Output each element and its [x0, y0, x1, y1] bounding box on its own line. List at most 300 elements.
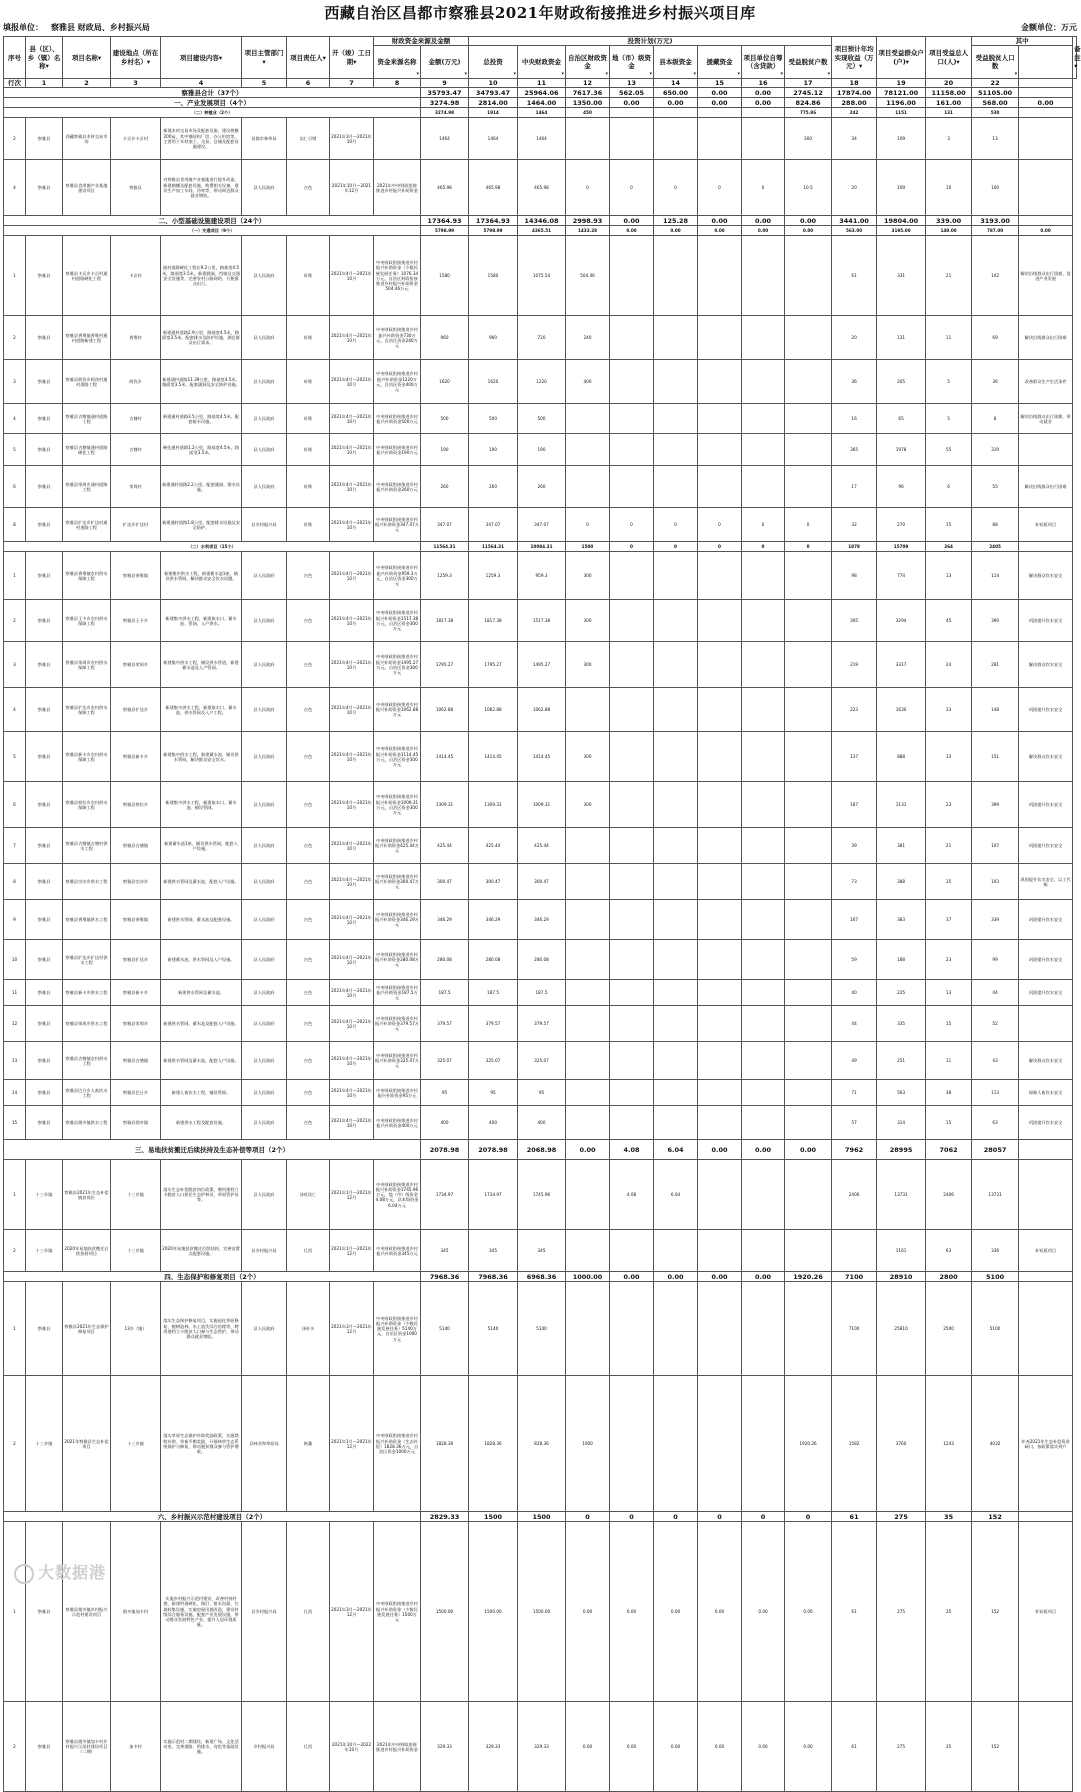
table-cell: 0: [566, 160, 610, 216]
table-cell: [654, 732, 698, 782]
table-cell: 县人民政府: [242, 980, 287, 1006]
table-cell: 190: [469, 434, 518, 466]
table-cell: 107: [972, 828, 1019, 864]
table-cell: 33: [926, 688, 972, 732]
table-cell: 270: [877, 508, 926, 542]
section-cell: 1500: [566, 542, 610, 552]
table-cell: 巩固提升饮水安全: [1019, 980, 1073, 1006]
table-cell: 345: [518, 1230, 566, 1272]
table-cell: 205: [877, 360, 926, 404]
table-cell: 280.08: [469, 940, 518, 980]
table-cell: [698, 1006, 742, 1042]
table-cell: 49: [832, 1042, 877, 1080]
section-cell: 0: [785, 542, 832, 552]
table-cell: [785, 552, 832, 600]
group-header-fund: 财政资金来源及金额: [374, 37, 469, 46]
table-cell: 500: [518, 404, 566, 434]
table-cell: 0: [610, 508, 654, 542]
col-header[interactable]: 县（区）、乡（镇）名称▾: [26, 37, 63, 79]
table-cell: 察雅县: [26, 1080, 63, 1106]
table-cell: [698, 1230, 742, 1272]
table-cell: 县人民政府: [242, 160, 287, 216]
group-header-of-which: 其中: [972, 37, 1073, 46]
table-cell: 0: [698, 160, 742, 216]
filter-dropdown-icon[interactable]: ▾: [737, 70, 740, 77]
section-cell: 3274.98: [421, 108, 469, 118]
table-cell: [610, 552, 654, 600]
table-cell: 59: [832, 940, 877, 980]
table-cell: [785, 404, 832, 434]
col-header[interactable]: 项目名称▾: [63, 37, 111, 79]
table-cell: [610, 118, 654, 160]
filter-dropdown-icon[interactable]: ▾: [353, 57, 357, 66]
section-cell: 11564.31: [421, 542, 469, 552]
table-cell: 十三乡镇: [26, 1160, 63, 1230]
col-header[interactable]: 项目主管部门▾: [242, 37, 287, 79]
table-cell: 实施乡村振兴示范村建设，改善村容村貌，新建村道硬化、路灯、排水沟渠、垃圾收集设施，实施房屋风貌改造，建设村级综合服务设施，配套产业发展设施，带动群众发展特色产业，提升人居环境质量。: [161, 1522, 242, 1702]
section-cell: [1019, 1512, 1073, 1522]
table-cell: 1062.88: [469, 688, 518, 732]
total-cell: 0.00: [698, 88, 742, 98]
table-cell: 县人民政府: [242, 466, 287, 508]
section-cell: 0.00: [742, 226, 785, 236]
table-cell: 察雅县荣周乡通村道路工程: [63, 466, 111, 508]
section-cell: 0.00: [785, 226, 832, 236]
table-cell: 61: [832, 1702, 877, 1792]
section-cell: 6968.36: [518, 1272, 566, 1282]
section-cell: 0: [742, 1512, 785, 1522]
table-cell: 巩固提升饮水安全: [1019, 1106, 1073, 1140]
table-cell: 旺堆: [287, 404, 330, 434]
table-cell: 3760: [877, 1376, 926, 1512]
table-cell: 1259.3: [469, 552, 518, 600]
col-header[interactable]: 备注▾: [1073, 37, 1077, 79]
table-cell: 300: [566, 600, 610, 642]
table-cell: 县人民政府: [242, 828, 287, 864]
table-cell: 吉色: [287, 688, 330, 732]
table-cell: [742, 864, 785, 900]
table-cell: 34: [832, 118, 877, 160]
total-cell: 34793.47: [469, 88, 518, 98]
table-cell: 379.57: [421, 1006, 469, 1042]
col-header[interactable]: 受益脱贫人口数 ▾: [972, 46, 1019, 79]
project-table: [3, 36, 1081, 1792]
table-cell: 5140: [469, 1282, 518, 1376]
section-cell: 0: [654, 1512, 698, 1522]
table-cell: [698, 466, 742, 508]
table-cell: 465.98: [469, 160, 518, 216]
table-cell: 16: [832, 404, 877, 434]
table-cell: [1019, 160, 1073, 216]
table-cell: 1: [4, 1282, 26, 1376]
category-label: 二、小型基础设施建设项目（24个）: [4, 216, 421, 226]
table-cell: [654, 552, 698, 600]
table-cell: [698, 980, 742, 1006]
table-cell: [698, 552, 742, 600]
col-header[interactable]: 受益脱贫户数 ▾: [785, 46, 832, 79]
table-cell: 260: [421, 466, 469, 508]
filter-dropdown-icon[interactable]: ▾: [146, 57, 151, 66]
table-cell: 十三乡镇: [26, 1230, 63, 1272]
table-cell: 1817.38: [469, 600, 518, 642]
table-cell: 88: [972, 508, 1019, 542]
table-cell: [654, 1230, 698, 1272]
table-cell: 4.08: [610, 1160, 654, 1230]
table-cell: 新建蓄水池1座，铺设供水管网，配套入户设施。: [161, 828, 242, 864]
filter-dropdown-icon[interactable]: ▾: [693, 70, 696, 77]
table-cell: [610, 864, 654, 900]
table-cell: 县人民政府: [242, 1160, 287, 1230]
filter-dropdown-icon[interactable]: ▾: [827, 70, 831, 77]
filter-dropdown-icon[interactable]: ▾: [416, 70, 419, 77]
table-cell: 187.5: [518, 980, 566, 1006]
table-cell: 1000: [566, 1376, 610, 1512]
table-cell: 1582: [832, 1376, 877, 1512]
table-cell: 1464: [421, 118, 469, 160]
table-cell: 2021年4月—2021年10月: [330, 316, 374, 360]
table-cell: [654, 1106, 698, 1140]
table-cell: 察雅县阿孜乡阿孜村通村道路工程: [63, 360, 111, 404]
table-cell: 1464: [518, 118, 566, 160]
table-cell: 解决沿线群众出行困难，带动就业: [1019, 404, 1073, 434]
table-cell: 3317: [877, 642, 926, 688]
filter-dropdown-icon[interactable]: ▾: [262, 57, 266, 66]
table-cell: 11: [4, 980, 26, 1006]
table-cell: 加卡村: [111, 1702, 161, 1792]
section-cell: 7968.36: [469, 1272, 518, 1282]
table-cell: [742, 600, 785, 642]
col-header[interactable]: 项目单位自筹（含贷款） ▾: [742, 46, 785, 79]
table-cell: 960: [469, 316, 518, 360]
table-cell: 乡村振兴局: [242, 1702, 287, 1792]
category-cell: 288.00: [832, 98, 877, 108]
table-cell: 县人民政府: [242, 732, 287, 782]
section-cell: 0: [698, 542, 742, 552]
filter-dropdown-icon[interactable]: ▾: [561, 70, 564, 77]
section-cell: 19804.00: [877, 216, 926, 226]
table-cell: [698, 864, 742, 900]
table-cell: [654, 782, 698, 828]
table-cell: 1630: [877, 688, 926, 732]
col-header[interactable]: 建设地点（所在乡村名）▾: [111, 37, 161, 79]
table-cell: 102: [972, 236, 1019, 316]
col-header[interactable]: 援藏资金 ▾: [698, 46, 742, 79]
table-cell: 103: [972, 864, 1019, 900]
section-cell: 1500: [469, 1512, 518, 1522]
table-cell: 察雅县: [26, 552, 63, 600]
table-row: [4, 900, 1077, 940]
table-cell: 325.07: [469, 1042, 518, 1080]
section-cell: 1878: [832, 542, 877, 552]
filter-dropdown-icon[interactable]: ▾: [513, 70, 516, 77]
filter-dropdown-icon[interactable]: ▾: [322, 53, 326, 62]
col-header[interactable]: 资金来源名称 ▾: [374, 46, 421, 79]
filter-dropdown-icon[interactable]: ▾: [218, 53, 223, 62]
filter-dropdown-icon[interactable]: ▾: [97, 53, 102, 62]
category-row: [4, 1272, 1077, 1282]
col-header[interactable]: 项目受益群众户(户)▾: [877, 37, 926, 79]
table-cell: 察雅县烟多镇: [111, 1106, 161, 1140]
index-cell: 5: [242, 79, 287, 88]
table-cell: 96: [877, 466, 926, 508]
table-cell: 5: [4, 434, 26, 466]
table-row: [4, 360, 1077, 404]
table-cell: 中央财政衔接推进乡村振兴补助资金345万元: [374, 1230, 421, 1272]
col-header[interactable]: 项目责任人▾: [287, 37, 330, 79]
table-cell: [610, 316, 654, 360]
col-header[interactable]: 总投资 ▾: [469, 46, 518, 79]
table-cell: 151: [972, 732, 1019, 782]
section-cell: 1464: [518, 108, 566, 118]
index-cell: 9: [421, 79, 469, 88]
category-label: 一、产业发展项目（4个）: [4, 98, 421, 108]
table-cell: 新建通村道路2.9公里，路基宽4.5米，路面宽3.5米，配套排水及防护设施，满足群众出行需求。: [161, 316, 242, 360]
table-cell: [785, 732, 832, 782]
table-cell: 县人民政府: [242, 236, 287, 316]
table-cell: 40: [832, 980, 877, 1006]
filter-dropdown-icon[interactable]: ▾: [649, 70, 652, 77]
table-cell: 中央财政衔接推进乡村振兴补助资金（少数民族发展任务）1500万元: [374, 1522, 421, 1702]
table-cell: [785, 864, 832, 900]
table-cell: 旺堆: [287, 466, 330, 508]
filter-dropdown-icon[interactable]: ▾: [605, 70, 608, 77]
table-cell: 109: [877, 160, 926, 216]
filter-dropdown-icon[interactable]: ▾: [45, 61, 49, 70]
table-cell: 465.98: [518, 160, 566, 216]
section-cell: 4.08: [610, 1140, 654, 1160]
table-cell: 扩达乡扩达村: [111, 508, 161, 542]
table-cell: 12: [4, 1006, 26, 1042]
table-cell: 新建供水管网及蓄水池，配套入户设施。: [161, 1042, 242, 1080]
index-cell: 11: [518, 79, 566, 88]
table-cell: 44: [832, 1006, 877, 1042]
section-cell: 0: [610, 542, 654, 552]
col-header[interactable]: 地（市）级资金 ▾: [610, 46, 654, 79]
table-cell: 346.29: [421, 900, 469, 940]
table-cell: 3294: [877, 600, 926, 642]
section-cell: 10084.31: [518, 542, 566, 552]
table-cell: 新建供水管网、蓄水池及配套设施。: [161, 900, 242, 940]
index-cell: 22: [972, 79, 1019, 88]
table-cell: 2021年4月—2021年10月: [330, 404, 374, 434]
filter-dropdown-icon[interactable]: ▾: [780, 70, 783, 77]
table-cell: 260: [469, 466, 518, 508]
table-cell: 13: [4, 1042, 26, 1080]
table-cell: 774: [877, 552, 926, 600]
index-cell: 行次: [4, 79, 26, 88]
table-cell: 10: [926, 160, 972, 216]
table-cell: 345: [469, 1230, 518, 1272]
table-cell: 15: [4, 1106, 26, 1140]
table-cell: [785, 940, 832, 980]
table-cell: 2021年1月—2021年12月: [330, 1230, 374, 1272]
table-cell: 旺堆: [287, 360, 330, 404]
table-cell: 329.33: [421, 1702, 469, 1792]
section-cell: 4365.51: [518, 226, 566, 236]
total-cell: 0.00: [742, 88, 785, 98]
table-cell: 1414.45: [518, 732, 566, 782]
table-cell: [566, 900, 610, 940]
table-cell: 8: [4, 508, 26, 542]
table-cell: 0: [742, 160, 785, 216]
table-cell: 察雅县新卡乡: [111, 732, 161, 782]
table-cell: 1745.96: [518, 1160, 566, 1230]
table-cell: 13: [926, 552, 972, 600]
table-cell: 23: [926, 940, 972, 980]
table-cell: [1019, 1160, 1073, 1230]
table-cell: 县人民政府: [242, 940, 287, 980]
table-cell: 7100: [832, 1282, 877, 1376]
table-cell: 11: [926, 1042, 972, 1080]
section-cell: [1019, 1272, 1073, 1282]
col-header[interactable]: 自治区财政资金 ▾: [566, 46, 610, 79]
table-cell: 察雅县: [26, 118, 63, 160]
table-cell: 吉色: [287, 552, 330, 600]
table-cell: 县乡村振兴局: [242, 1522, 287, 1702]
col-header[interactable]: 项目预计年均实现收益（万元）▾: [832, 37, 877, 79]
table-cell: 335: [877, 1006, 926, 1042]
table-cell: 1734.97: [421, 1160, 469, 1230]
section-cell: [1019, 542, 1073, 552]
table-cell: [698, 828, 742, 864]
table-cell: 345: [421, 1230, 469, 1272]
table-cell: 2020年易地扶贫搬迁后续扶持，完善安置点配套设施。: [161, 1230, 242, 1272]
section-cell: 2998.93: [566, 216, 610, 226]
category-row: [4, 98, 1077, 108]
index-cell: 14: [654, 79, 698, 88]
table-cell: 中央财政衔接推进乡村振兴补助资金500万元: [374, 404, 421, 434]
category-cell: 0.00: [654, 98, 698, 108]
table-cell: 察雅县: [26, 600, 63, 642]
table-cell: 300: [566, 552, 610, 600]
table-cell: 2021年4月—2021年10月: [330, 508, 374, 542]
table-cell: 379.57: [469, 1006, 518, 1042]
table-cell: [610, 1080, 654, 1106]
table-cell: 563: [877, 1080, 926, 1106]
col-header[interactable]: 项目建设内容▾: [161, 37, 242, 79]
table-cell: 新建人畜饮水工程，铺设管网。: [161, 1080, 242, 1106]
filter-dropdown-icon[interactable]: ▾: [858, 61, 863, 70]
table-cell: 1414.45: [469, 732, 518, 782]
table-cell: [654, 864, 698, 900]
table-cell: [698, 1376, 742, 1512]
filter-dropdown-icon[interactable]: ▾: [1074, 61, 1078, 70]
table-cell: 325.07: [518, 1042, 566, 1080]
col-header[interactable]: 中央财政资金 ▾: [518, 46, 566, 79]
section-cell: 0: [742, 542, 785, 552]
table-cell: 300.47: [421, 864, 469, 900]
table-cell: 烟多镇加卡村: [111, 1522, 161, 1702]
table-cell: 15: [926, 1106, 972, 1140]
table-cell: 补短板项目: [1019, 1230, 1073, 1272]
filter-dropdown-icon[interactable]: ▾: [956, 57, 960, 66]
table-cell: 219: [832, 642, 877, 688]
table-cell: 1161: [877, 1230, 926, 1272]
table-cell: 1: [4, 236, 26, 316]
table-cell: [785, 1106, 832, 1140]
table-cell: 2021年4月—2021年10月: [330, 466, 374, 508]
table-cell: 2021年4月—2021年10月: [330, 236, 374, 316]
table-cell: 十三乡镇: [111, 1376, 161, 1512]
watermark-logo-icon: [14, 1564, 34, 1584]
table-cell: 280.08: [518, 940, 566, 980]
col-header[interactable]: 开（竣）工日期▾: [330, 37, 374, 79]
filter-dropdown-icon[interactable]: ▾: [464, 70, 467, 77]
table-cell: 察雅县: [26, 236, 63, 316]
table-cell: [610, 1106, 654, 1140]
table-cell: [654, 118, 698, 160]
section-label: （二）种植业（2个）: [4, 108, 421, 118]
table-cell: 昌都市林草局: [242, 118, 287, 160]
table-cell: 0.00: [742, 1522, 785, 1702]
section-cell: 775.86: [785, 108, 832, 118]
table-cell: 69: [972, 316, 1019, 360]
table-cell: 0.00: [698, 1522, 742, 1702]
table-cell: [742, 1376, 785, 1512]
section-cell: 0: [698, 1512, 742, 1522]
table-cell: 中央财政衔接推进乡村振兴补助资金1220万元，自治区资金400万元: [374, 360, 421, 404]
category-cell: 1464.00: [518, 98, 566, 108]
table-cell: 2021年10月—2022年10月: [330, 1702, 374, 1792]
table-cell: [654, 236, 698, 316]
table-cell: 73: [832, 864, 877, 900]
section-cell: 28057: [972, 1140, 1019, 1160]
table-cell: 十三乡镇: [26, 1376, 63, 1512]
section-cell: [1019, 108, 1073, 118]
table-row: [4, 1522, 1077, 1702]
section-cell: 339.00: [926, 216, 972, 226]
table-cell: 县人民政府: [242, 782, 287, 828]
col-header[interactable]: 项目受益总人口(人)▾: [926, 37, 972, 79]
table-cell: 中央财政衔接推进乡村振兴补助资金959.3万元，自治区资金300万元: [374, 552, 421, 600]
table-cell: 55: [972, 466, 1019, 508]
table-cell: 465.98: [421, 160, 469, 216]
table-cell: 中央财政衔接推进乡村振兴补助资金（少数民族发展任务）5140万元，自治区资金1000万元: [374, 1282, 421, 1376]
table-cell: 卡贡乡卡贡村: [111, 118, 161, 160]
table-cell: 通村道路硬化工程长9.2公里，路基宽4.5米，路面宽3.5米，新建涵洞、挡墙及交通安全设施等，完善农村公路网络，方便群众出行。: [161, 236, 242, 316]
table-cell: [610, 1282, 654, 1376]
table-cell: 63: [926, 1230, 972, 1272]
section-cell: 7968.36: [421, 1272, 469, 1282]
filter-dropdown-icon[interactable]: ▾: [1014, 70, 1018, 77]
table-cell: 61: [832, 236, 877, 316]
table-cell: [610, 642, 654, 688]
table-row: [4, 828, 1077, 864]
table-cell: 1: [4, 1522, 26, 1702]
table-cell: [785, 1160, 832, 1230]
table-cell: 县乡村振兴局: [242, 508, 287, 542]
table-cell: 1062.88: [518, 688, 566, 732]
col-header[interactable]: 金额(万元) ▾: [421, 46, 469, 79]
table-cell: 1495.27: [518, 642, 566, 688]
table-cell: 新建集中供水工程，新建取水口、蓄水池、管网，入户供水。: [161, 600, 242, 642]
filter-dropdown-icon[interactable]: ▾: [905, 57, 909, 66]
table-cell: [698, 1106, 742, 1140]
total-cell: 35793.47: [421, 88, 469, 98]
table-row: [4, 782, 1077, 828]
table-cell: 14: [4, 1080, 26, 1106]
table-cell: 察雅县: [26, 160, 63, 216]
table-cell: 1009.31: [518, 782, 566, 828]
table-cell: [654, 828, 698, 864]
table-cell: 县人民政府: [242, 434, 287, 466]
table-cell: 中央财政衔接推进乡村振兴补助资金379.57万元: [374, 1006, 421, 1042]
col-header[interactable]: 县本级资金 ▾: [654, 46, 698, 79]
table-cell: 5140: [421, 1282, 469, 1376]
table-cell: 旺堆: [287, 434, 330, 466]
table-cell: 阿孜乡: [111, 360, 161, 404]
table-cell: 察雅县: [26, 1106, 63, 1140]
